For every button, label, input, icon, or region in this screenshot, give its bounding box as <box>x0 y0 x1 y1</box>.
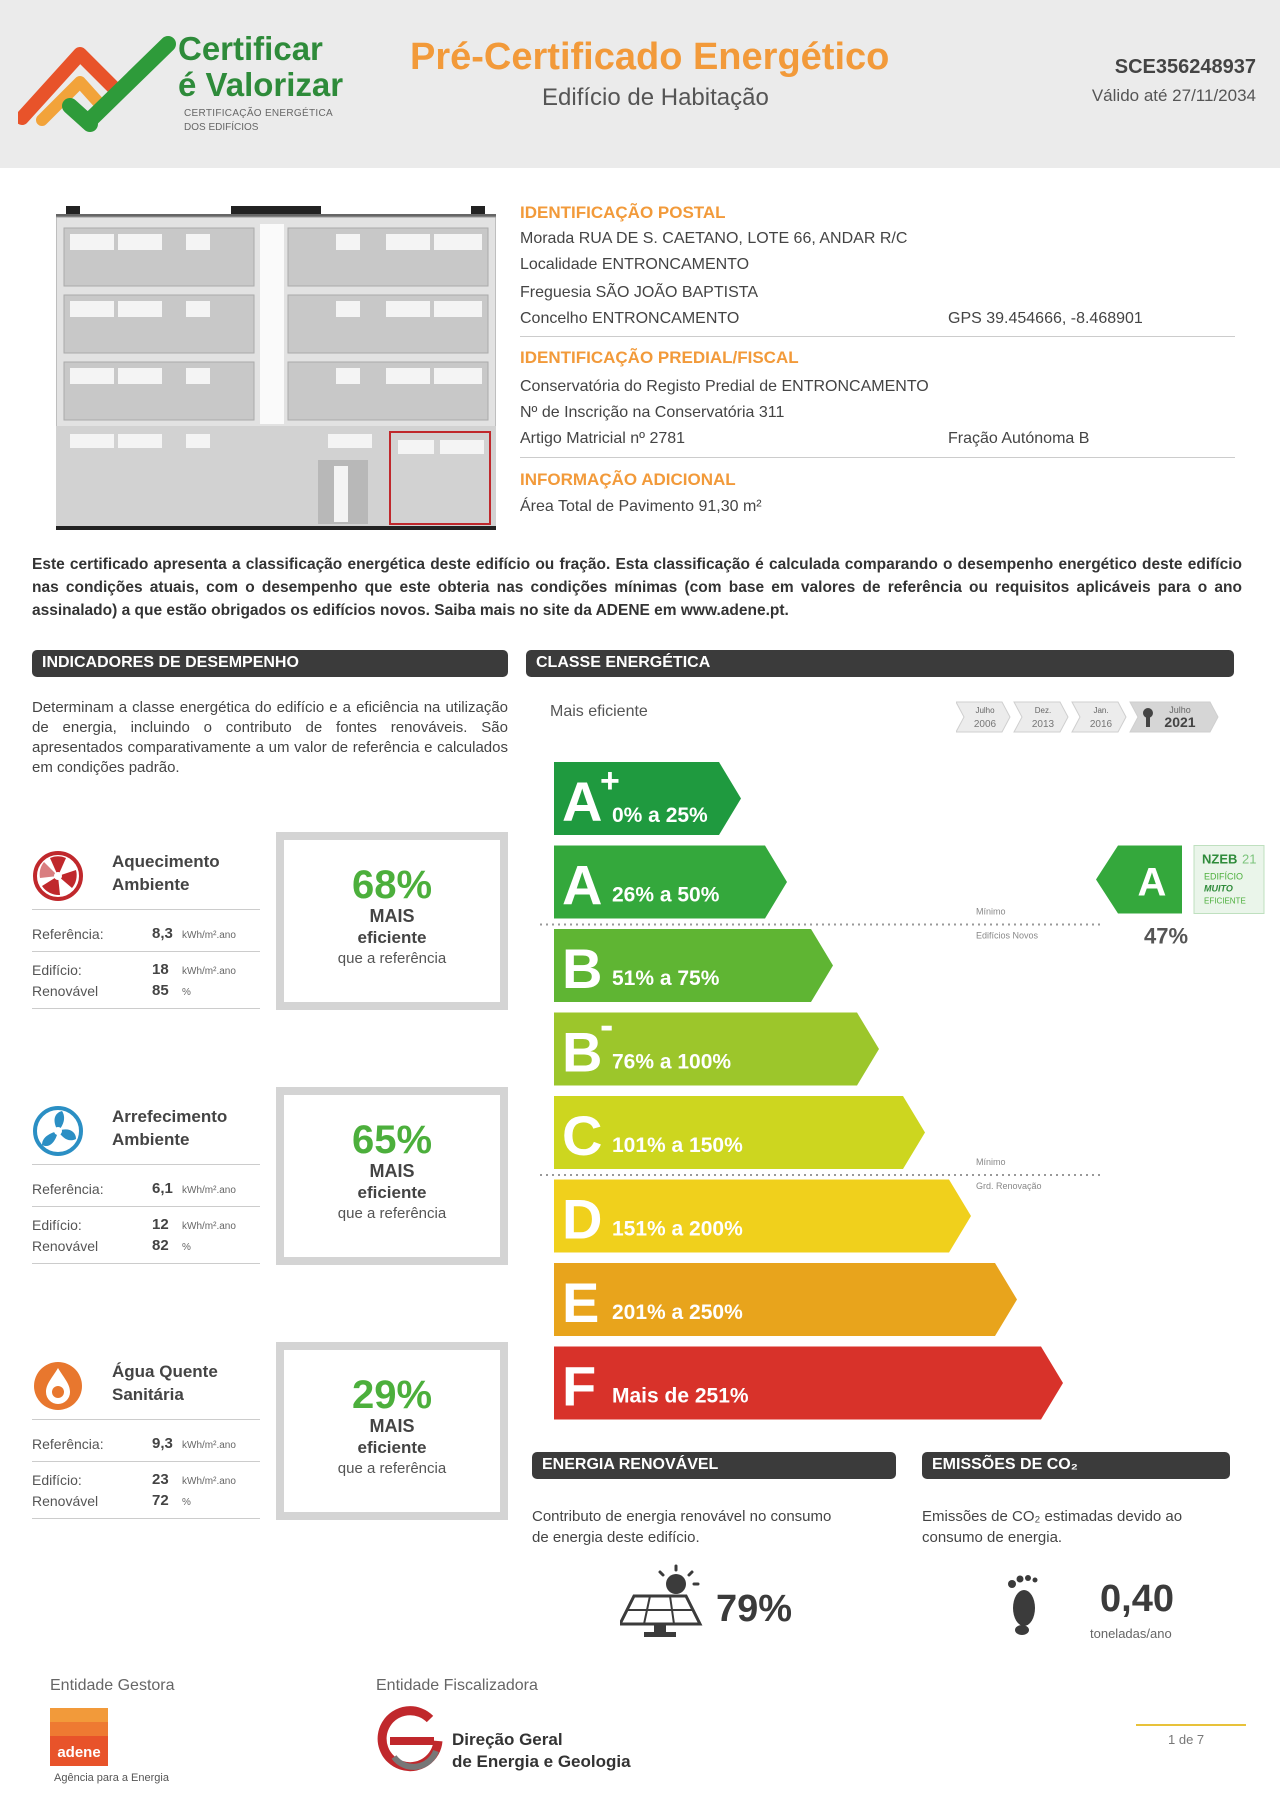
nzeb-text-2: MUITO <box>1204 883 1233 894</box>
logo-subtitle-2: DOS EDIFÍCIOS <box>184 122 259 133</box>
energy-class-scale <box>540 740 1270 1440</box>
building-value: 12 <box>152 1216 169 1233</box>
efficiency-efficient: eficiente <box>357 1183 427 1202</box>
building-value: 23 <box>152 1471 169 1488</box>
intro-paragraph: Este certificado apresenta a classificação energética deste edifício ou fração. Esta classificação é calculada comparando o desempenho energético deste edifício nas condições atuais, com o desempenho que este obteria nas condições mínimas (com base em valores de referência ou requisitos aplicáveis para o ano assinalado) a que estão obrigados os edifícios novos. Saiba mais no site da ADENE em www.adene.pt. <box>32 556 1242 619</box>
emissions-desc-1: Emissões de CO₂ estimadas devido ao <box>922 1508 1183 1525</box>
class-modifier: - <box>600 1003 614 1048</box>
class-range: 0% a 25% <box>612 804 708 827</box>
indicator-title <box>112 1105 227 1151</box>
indicator-block <box>32 1342 514 1522</box>
class-range: 201% a 250% <box>612 1301 743 1324</box>
adene-logo-text: adene <box>57 1744 101 1761</box>
reference-unit: kWh/m².ano <box>182 1440 236 1451</box>
dgeg-logo-icon <box>376 1705 446 1775</box>
renewable-unit: % <box>182 987 191 998</box>
nzeb-label: NZEB <box>1202 851 1238 867</box>
document-title: Pré-Certificado Energético <box>410 36 890 78</box>
indicator-title-line-1: Água Quente <box>112 1362 218 1381</box>
nzeb-text-1: EDIFÍCIO <box>1204 871 1244 882</box>
minimum-new-label-1: Mínimo <box>976 906 1006 917</box>
footprint-icon <box>1004 1572 1042 1636</box>
efficiency-efficient: eficiente <box>357 1438 427 1457</box>
municipality: Concelho ENTRONCAMENTO <box>520 310 740 327</box>
award-icon <box>1143 708 1153 718</box>
divider <box>32 1518 260 1519</box>
autonomous-fraction: Fração Autónoma B <box>948 430 1090 447</box>
year-tab-year: 2013 <box>1031 719 1055 730</box>
indicators-heading: INDICADORES DE DESEMPENHO <box>32 650 508 677</box>
reference-value: 6,1 <box>152 1180 173 1197</box>
parish: Freguesia SÃO JOÃO BAPTISTA <box>520 284 758 301</box>
renewable-desc-2: de energia deste edifício. <box>532 1529 700 1546</box>
building-label: Edifício: <box>32 962 82 978</box>
cooling-fan-icon <box>32 1105 84 1157</box>
result-percent: 47% <box>1143 923 1189 949</box>
renewable-label: Renovável <box>32 983 99 999</box>
indicator-block <box>32 1087 514 1267</box>
reference-label: Referência: <box>32 1436 104 1452</box>
efficiency-than-reference: que a referência <box>337 1205 447 1222</box>
certificar-logo-icon <box>18 30 178 140</box>
indicator-title-line-1: Aquecimento <box>112 852 220 871</box>
year-tab-month: Jan. <box>1093 706 1109 715</box>
indicator-block <box>32 832 514 1012</box>
minimum-renovation-label-1: Mínimo <box>976 1157 1006 1167</box>
predial-heading: IDENTIFICAÇÃO PREDIAL/FISCAL <box>520 348 799 367</box>
reference-label: Referência: <box>32 1181 104 1197</box>
divider <box>32 909 260 910</box>
indicator-title-line-1: Arrefecimento <box>112 1107 228 1126</box>
class-range: Mais de 251% <box>612 1384 749 1408</box>
emissions-value: 0,40 <box>1100 1578 1174 1620</box>
class-range: 26% a 50% <box>612 883 720 907</box>
efficiency-percent: 68% <box>351 863 433 907</box>
minimum-renovation-label-2: Grd. Renovação <box>976 1181 1042 1191</box>
indicator-title <box>112 850 220 896</box>
class-range: 151% a 200% <box>612 1217 743 1241</box>
efficiency-efficient: eficiente <box>357 928 427 947</box>
divider <box>32 951 260 952</box>
energy-class-heading: CLASSE ENERGÉTICA <box>526 650 1234 677</box>
efficiency-box <box>276 1087 508 1265</box>
emissions-unit: toneladas/ano <box>1090 1626 1172 1641</box>
floor-area: Área Total de Pavimento 91,30 m² <box>520 498 762 515</box>
class-arrow <box>554 1263 1017 1336</box>
indicator-title-line-2: Ambiente <box>112 875 190 894</box>
efficiency-percent: 29% <box>351 1373 433 1417</box>
class-arrow <box>554 1347 1063 1420</box>
year-tab-month: Julho <box>975 706 995 715</box>
page-divider <box>1136 1724 1246 1726</box>
heating-fan-icon <box>32 850 84 902</box>
class-modifier: + <box>600 762 620 800</box>
locality: Localidade ENTRONCAMENTO <box>520 256 750 273</box>
matrix-article: Artigo Matricial nº 2781 <box>520 430 686 447</box>
managing-entity-label: Entidade Gestora <box>50 1677 175 1694</box>
class-letter: A <box>562 853 603 917</box>
year-tab-year: 2006 <box>973 719 997 730</box>
renewable-heading: ENERGIA RENOVÁVEL <box>532 1452 896 1479</box>
certificate-number: SCE356248937 <box>1114 56 1256 78</box>
efficiency-box <box>276 1342 508 1520</box>
gps-coordinates: GPS 39.454666, -8.468901 <box>948 310 1143 327</box>
efficiency-more: MAIS <box>369 1416 415 1436</box>
year-tab-year: 2016 <box>1089 719 1113 730</box>
building-unit: kWh/m².ano <box>182 1476 236 1487</box>
nzeb-text-3: EFICIENTE <box>1204 896 1246 906</box>
solar-panel-icon <box>620 1562 708 1640</box>
renewable-value: 82 <box>152 1237 169 1254</box>
indicator-title <box>112 1360 218 1406</box>
divider <box>32 1008 260 1009</box>
additional-heading: INFORMAÇÃO ADICIONAL <box>520 470 736 489</box>
efficiency-percent: 65% <box>351 1118 433 1162</box>
reference-value: 9,3 <box>152 1435 173 1452</box>
efficiency-box <box>276 832 508 1010</box>
class-letter: F <box>562 1354 597 1418</box>
divider <box>520 457 1235 458</box>
class-letter: B <box>562 937 603 1000</box>
postal-heading: IDENTIFICAÇÃO POSTAL <box>520 203 726 222</box>
adene-logo <box>50 1708 108 1766</box>
renewable-label: Renovável <box>32 1493 99 1509</box>
divider <box>520 336 1235 337</box>
valid-until: Válido até 27/11/2034 <box>1091 86 1256 105</box>
adene-tagline: Agência para a Energia <box>54 1772 169 1784</box>
building-facade-image <box>56 204 496 532</box>
dgeg-name-2: de Energia e Geologia <box>452 1752 631 1771</box>
hot-water-icon <box>32 1360 84 1412</box>
reference-value: 8,3 <box>152 925 173 942</box>
indicator-title-line-2: Ambiente <box>112 1130 190 1149</box>
divider <box>32 1461 260 1462</box>
renewable-unit: % <box>182 1242 191 1253</box>
reference-unit: kWh/m².ano <box>182 930 236 941</box>
building-value: 18 <box>152 961 169 978</box>
indicator-title-line-2: Sanitária <box>112 1385 184 1404</box>
reference-unit: kWh/m².ano <box>182 1185 236 1196</box>
award-icon-ribbon <box>1146 717 1150 727</box>
divider <box>32 1206 260 1207</box>
logo-line-1: Certificar <box>178 30 323 67</box>
registration-number: Nº de Inscrição na Conservatória 311 <box>520 404 785 421</box>
renewable-unit: % <box>182 1497 191 1508</box>
year-tab-month: Julho <box>1169 705 1191 715</box>
efficiency-than-reference: que a referência <box>337 1460 447 1477</box>
regulation-year-selector <box>956 700 1226 734</box>
year-tab-year: 2021 <box>1164 714 1196 730</box>
class-range: 76% a 100% <box>612 1050 732 1074</box>
renewable-value: 72 <box>152 1492 169 1509</box>
renewable-value: 85 <box>152 982 169 999</box>
emissions-heading: EMISSÕES DE CO₂ <box>922 1452 1230 1479</box>
logo-subtitle-1: CERTIFICAÇÃO ENERGÉTICA <box>184 108 333 119</box>
header <box>0 0 1280 168</box>
result-class-letter: A <box>1137 860 1167 905</box>
divider <box>32 1419 260 1420</box>
building-label: Edifício: <box>32 1472 82 1488</box>
class-arrow <box>554 1096 925 1169</box>
building-unit: kWh/m².ano <box>182 966 236 977</box>
renewable-label: Renovável <box>32 1238 99 1254</box>
nzeb-year: 21 <box>1242 851 1257 867</box>
class-arrow <box>554 1180 971 1253</box>
logo-line-2: é Valorizar <box>178 66 344 103</box>
class-range: 51% a 75% <box>612 967 720 990</box>
minimum-new-label-2: Edifícios Novos <box>976 930 1039 941</box>
indicators-description: Determinam a classe energética do edifício e a eficiência na utilização de energia, incluindo o contributo de fontes renováveis. São apresentados comparativamente a um valor de referência e calculados em condições padrão. <box>32 699 508 776</box>
year-tab-month: Dez. <box>1034 706 1052 715</box>
reference-label: Referência: <box>32 926 104 942</box>
registry-office: Conservatória do Registo Predial de ENTRONCAMENTO <box>520 378 929 395</box>
divider <box>32 1263 260 1264</box>
efficiency-more: MAIS <box>369 1161 415 1181</box>
class-letter: C <box>562 1104 603 1167</box>
more-efficient-label: Mais eficiente <box>550 703 648 720</box>
divider <box>32 1164 260 1165</box>
building-unit: kWh/m².ano <box>182 1221 236 1232</box>
class-letter: E <box>562 1271 600 1334</box>
renewable-desc-1: Contributo de energia renovável no consumo <box>532 1508 832 1525</box>
supervising-entity-label: Entidade Fiscalizadora <box>376 1677 538 1694</box>
document-subtitle: Edifício de Habitação <box>542 84 769 111</box>
page-number: 1 de 7 <box>1168 1732 1205 1747</box>
address: Morada RUA DE S. CAETANO, LOTE 66, ANDAR R/C <box>520 230 908 247</box>
building-label: Edifício: <box>32 1217 82 1233</box>
efficiency-than-reference: que a referência <box>337 950 447 967</box>
class-range: 101% a 150% <box>612 1134 743 1157</box>
class-letter: D <box>562 1187 603 1251</box>
renewable-value: 79% <box>716 1588 793 1630</box>
efficiency-more: MAIS <box>369 906 415 926</box>
class-letter: B <box>562 1020 603 1084</box>
dgeg-name-1: Direção Geral <box>452 1730 563 1749</box>
emissions-desc-2: consumo de energia. <box>922 1529 1063 1546</box>
class-letter: A <box>562 770 603 833</box>
